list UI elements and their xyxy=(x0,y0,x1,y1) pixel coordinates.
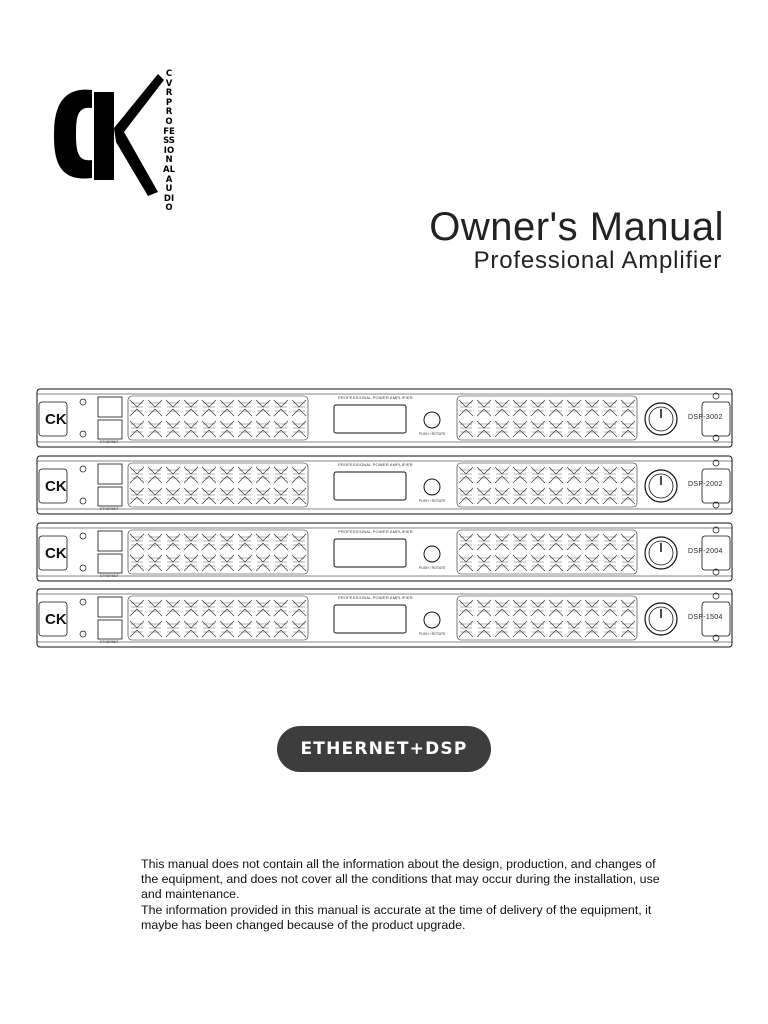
model-label: DSP-2004 xyxy=(688,548,723,555)
ethernet-caption: ETHERNET xyxy=(100,507,119,511)
model-label: DSP-3002 xyxy=(688,414,723,421)
knob-caption: PUSH / ROTATE xyxy=(419,432,446,436)
amplifier-illustration xyxy=(36,388,733,650)
amplifier-unit xyxy=(36,388,733,448)
knob-caption: PUSH / ROTATE xyxy=(419,632,446,636)
disclaimer-paragraph: The information provided in this manual is accurate at the time of delivery of the equipment, it maybe has been changed because of the product upgrade. xyxy=(141,902,652,932)
amplifier-unit xyxy=(36,522,733,582)
mini-logo-icon: CK xyxy=(45,611,67,628)
disclaimer xyxy=(141,857,661,933)
panel-caption: PROFESSIONAL POWER AMPLIFIER xyxy=(338,462,413,467)
disclaimer-paragraph: This manual does not contain all the information about the design, production, and changes of the equipment, and does not cover all the conditions that may occur during the installation, use and maintenance. xyxy=(141,857,660,902)
page-subtitle: Professional Amplifier xyxy=(473,247,722,274)
model-label: DSP-2002 xyxy=(688,481,723,488)
brand-vertical-text: CVR PROFESSIONAL AUDIO xyxy=(163,69,175,214)
ethernet-dsp-badge: ETHERNET+DSP xyxy=(277,726,491,772)
amplifier-unit xyxy=(36,588,733,648)
ethernet-caption: ETHERNET xyxy=(100,640,119,644)
page-title: Owner's Manual xyxy=(429,205,724,249)
ethernet-caption: ETHERNET xyxy=(100,440,119,444)
model-label: DSP-1504 xyxy=(688,614,723,621)
knob-caption: PUSH / ROTATE xyxy=(419,566,446,570)
knob-caption: PUSH / ROTATE xyxy=(419,499,446,503)
ethernet-caption: ETHERNET xyxy=(100,574,119,578)
mini-logo-icon: CK xyxy=(45,545,67,562)
mini-logo-icon: CK xyxy=(45,478,67,495)
mini-logo-icon: CK xyxy=(45,411,67,428)
panel-caption: PROFESSIONAL POWER AMPLIFIER xyxy=(338,595,413,600)
amplifier-unit xyxy=(36,455,733,515)
panel-caption: PROFESSIONAL POWER AMPLIFIER xyxy=(338,529,413,534)
panel-caption: PROFESSIONAL POWER AMPLIFIER xyxy=(338,395,413,400)
ck-logo xyxy=(48,70,178,200)
